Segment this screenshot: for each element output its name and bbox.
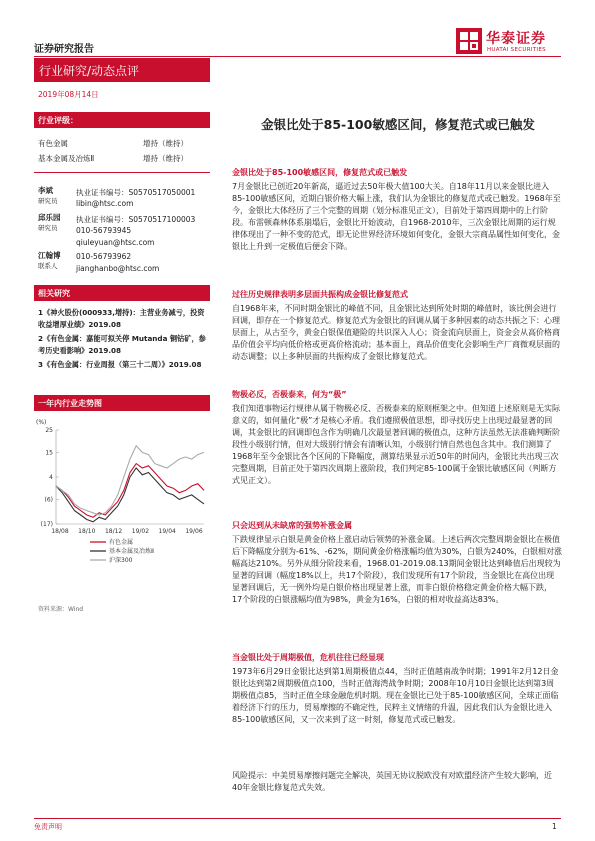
- analyst-role: 联系人: [38, 262, 58, 270]
- analyst-name: 邱乐园: [38, 213, 61, 222]
- report-date: 2019年08月14日: [38, 90, 99, 99]
- rating-value: 增持（维持）: [143, 139, 188, 148]
- analyst-name: 李斌: [38, 186, 53, 195]
- analyst-email[interactable]: jianghanbo@htsc.com: [76, 264, 160, 273]
- disclaimer-link[interactable]: 免责声明: [34, 823, 62, 831]
- series-line-3: [56, 446, 204, 515]
- rating-title: 行业评级：: [38, 116, 78, 125]
- y-tick-label: (17): [40, 521, 53, 528]
- rating-section-header: [34, 112, 210, 128]
- analyst-phone: 010-56793945: [76, 226, 132, 235]
- related-title: 相关研究: [38, 289, 70, 298]
- logo-text-cn: 华泰证券: [486, 31, 546, 47]
- related-section-header: [34, 285, 210, 301]
- section-heading: 过往历史规律表明多层面共振构成金银比修复范式: [232, 290, 408, 299]
- series-line-1: [56, 464, 204, 518]
- section-heading: 金银比处于85-100敏感区间，修复范式或已触发: [232, 168, 408, 177]
- risk-warning: 风险提示：中美贸易摩擦问题完全解决，英国无协议脱欧没有对欧盟经济产生较大影响，近40年金银比修复范式失效。: [232, 771, 552, 792]
- rating-value: 增持（维持）: [143, 154, 188, 163]
- section-body: 7月金银比已创近20年新高，逼近过去50年极大值100大关。自18年11月以来金银比进入85-100敏感区间，近期白银价格大幅上涨，我们认为金银比的修复范式或已触发。1968年至今，金银比大体经历了三个完整的周期（划分标准见正文），目前处于第四周期中的上行阶段。布雷顿森林体系崩塌后，金银比开始波动，自1968-2010年，三次金银比周期的运行规律体现出了一种不变的范式，即无论世界经济环境如何变化，金银大宗商品属性如何变化，金银比上升到一定极值后便会下降。: [232, 182, 561, 251]
- section-body: 自1968年来，不同时期金银比的峰值不同，且金银比达到所处时期的峰值时，该比例会进行回调，即存在一个修复范式。修复范式为金银比的回调从属于多种因素的动态共振之下：心理层面上，从古至今，黄金白银保值避险的共识深入人心；资金流向层面上，资金会从高价格商品价值会平均向低价格或更高价格流动；基本面上，商品价值变化会影响生产厂商微观层面的动态调整；以上多种层面的共振构成了金银比修复范式。: [232, 304, 560, 361]
- y-tick-label: 15: [45, 449, 53, 457]
- category-label: 行业研究/动态点评: [39, 64, 140, 78]
- huatai-logo: [456, 28, 561, 58]
- logo-text-en: HUATAI SECURITIES: [487, 47, 546, 53]
- y-axis-unit: (%): [36, 419, 47, 426]
- related-report-link[interactable]: 3《有色金属：行业周报（第三十二周）》2019.08: [38, 360, 202, 369]
- analyst-license: 执业证书编号：S0570517050001: [76, 188, 196, 197]
- trend-section-header: [34, 395, 210, 411]
- section-body: 1973年6月29日金银比达到第1周期极值点44，当时正值越南战争时期；1991年2月12日金银比达到第2周期极值点100，当时正值海湾战争时期；2008年10月10日金银比达到第3周期极值点85，当时正值全球金融危机时期。现在金银比已处于85-100敏感区间，全球正面临着经济下行的压力，贸易摩擦的不确定性，民粹主义情绪的升温，因此我们认为金银比进入85-100敏感区间，又一次来到了这一时刻，修复范式或已触发。: [232, 667, 559, 724]
- sidebar-divider: [34, 172, 210, 173]
- related-report-link[interactable]: 1《神火股份(000933,增持)：主营业务减亏，投资收益增厚业绩》2019.08: [38, 308, 205, 329]
- logo-mark-icon: [456, 28, 482, 54]
- section-heading: 物极必反，否极泰来，何为“极”: [232, 390, 347, 399]
- y-tick-label: 4: [49, 474, 53, 481]
- analyst-role: 研究员: [38, 197, 58, 205]
- trend-title: 一年内行业走势图: [38, 399, 102, 408]
- x-tick-label: 19/02: [131, 528, 150, 535]
- page-title: 金银比处于85-100敏感区间，修复范式或已触发: [261, 117, 535, 132]
- x-tick-label: 19/04: [158, 528, 176, 535]
- section-body: 下跌规律显示白银是黄金价格上涨启动后领势的补涨金属。上述后两次完整周期金银比在极值后下降幅度分别为-61%、-62%，期间黄金价格涨幅均值为30%，白银为240%，白银相对涨幅高达210%。另外从细分阶段来看，1968.01-2019.08.13期间金银比达到峰值后出现较为显著的回调（幅度18%以上，共17个阶段），我们发现所有17个阶段，当金银比在高位出现显著回调后，无一例外均是白银价格出现显著上涨，而非白银价格稳定黄金价格大幅下跌，17个阶段的白银涨幅均值为98%，黄金为16%，白银的相对收益高达83%。: [232, 535, 562, 604]
- section-heading: 当金银比处于周期极值，危机往往已经显现: [232, 653, 384, 662]
- x-tick-label: 18/12: [104, 528, 123, 535]
- analyst-email[interactable]: qiuleyuan@htsc.com: [76, 238, 155, 247]
- footer-rule: [34, 818, 561, 819]
- y-tick-label: (6): [44, 496, 53, 504]
- rating-industry: 基本金属及冶炼Ⅱ: [38, 154, 95, 163]
- trend-chart-svg: [34, 412, 210, 582]
- x-tick-label: 19/06: [185, 528, 203, 535]
- legend-label: 有色金属: [109, 539, 134, 546]
- analyst-email[interactable]: libin@htsc.com: [76, 199, 134, 208]
- x-tick-label: 18/08: [51, 528, 69, 535]
- category-band: [34, 58, 210, 82]
- legend-label: 沪深300: [109, 557, 133, 564]
- analyst-name: 江翰博: [38, 251, 61, 260]
- section-heading: 只会迟到从未缺席的强势补涨金属: [232, 521, 352, 530]
- report-type-label: 证券研究报告: [34, 44, 94, 55]
- rating-industry: 有色金属: [38, 139, 68, 148]
- analyst-license: 执业证书编号：S0570517100003: [76, 215, 196, 224]
- analyst-phone: 010-56793962: [76, 252, 132, 261]
- analyst-role: 研究员: [38, 224, 58, 232]
- legend-label: 基本金属及冶炼Ⅱ: [109, 548, 154, 555]
- header-rule: [34, 56, 561, 57]
- x-tick-label: 18/10: [78, 528, 96, 535]
- section-body: 我们知道事物运行规律从属于物极必反、否极泰来的原则框架之中。但知道上述原则是无实际意义的，如何量化“极”才是核心矛盾。我们遵照极值思想，即寻找历史上出现过最显著的回调，其金银比的回调即包含作为明确几次最显著回调的极值点，这种方法虽然无法准确判断阶段性小级别行情，但对大级别行情会有清晰认知，小级别行情自然也包含其中。我们测算了1968年至今金银比各个区间的下降幅度，测算结果显示近50年的时间内，金银比共出现三次完整周期，目前正处于第四次周期上涨阶段，我们判定85-100属于金银比敏感区间（判断方式见正文）。: [232, 404, 560, 485]
- related-report-link[interactable]: 2《有色金属：嘉能可拟关停 Mutanda 铜钴矿，参考历史看影响》2019.08: [38, 334, 206, 355]
- rating-row: [38, 138, 188, 149]
- chart-source: 资料来源：Wind: [38, 606, 84, 613]
- rating-row: [38, 153, 188, 164]
- industry-trend-chart: [34, 412, 210, 582]
- page-number: 1: [552, 822, 557, 831]
- series-line-2: [56, 468, 204, 522]
- y-tick-label: 25: [45, 427, 53, 434]
